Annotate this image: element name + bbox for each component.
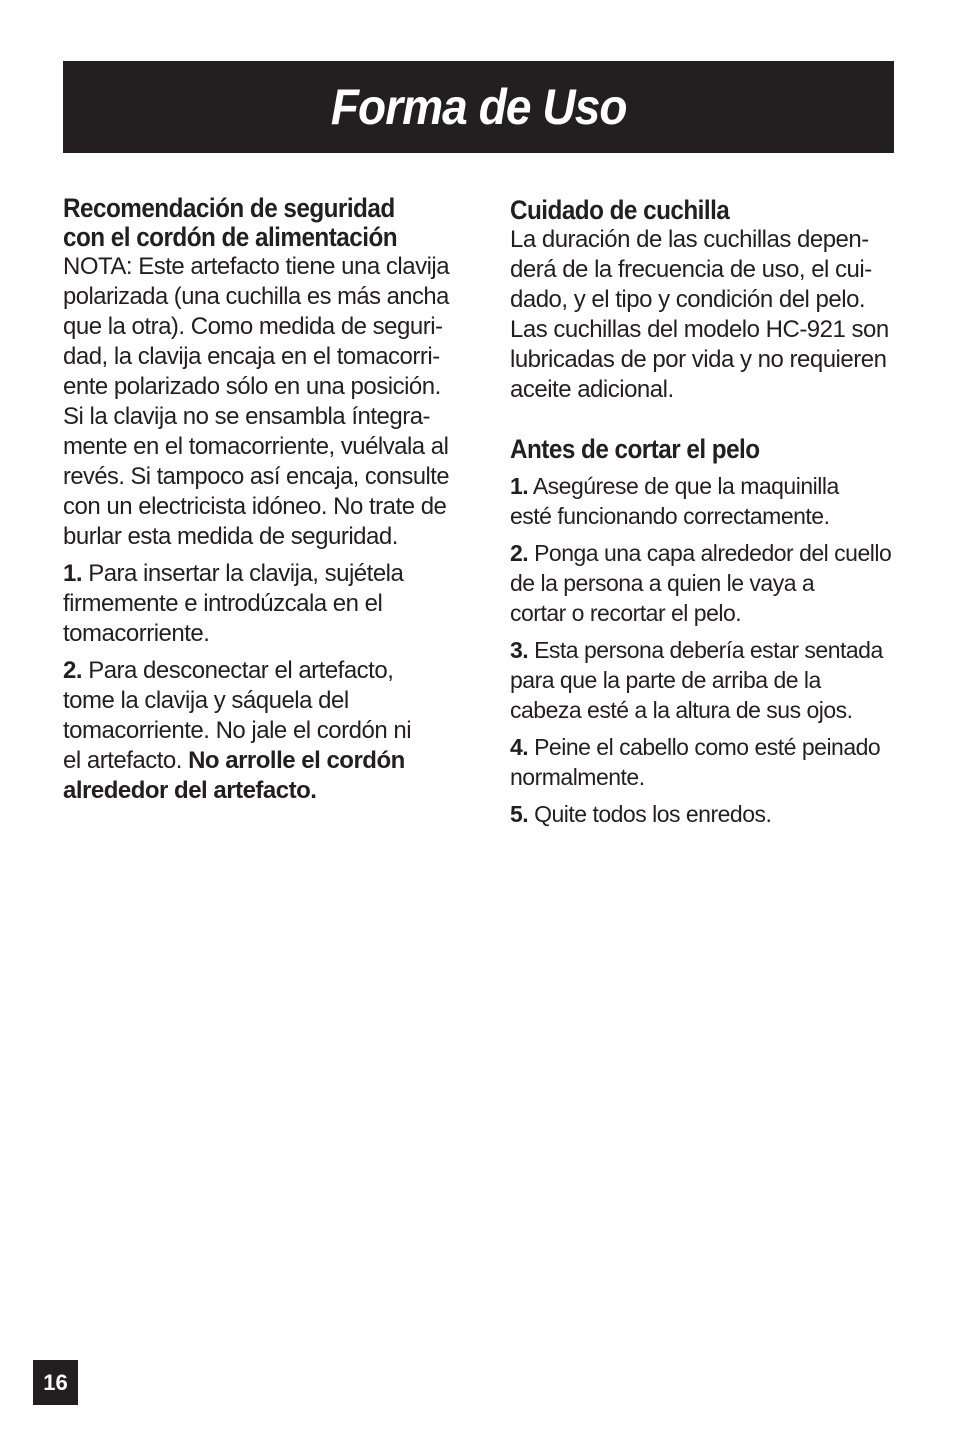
safety-heading bbox=[63, 194, 410, 252]
step-number: 5. bbox=[510, 801, 529, 827]
list-item bbox=[63, 559, 449, 649]
step-text: tomacorriente. bbox=[63, 620, 210, 647]
step-text: Asegúrese de que la maquinilla bbox=[532, 473, 839, 499]
step-number: 3. bbox=[510, 637, 529, 663]
blade-care-paragraph bbox=[510, 225, 900, 405]
step-text: Quite todos los enredos. bbox=[534, 801, 772, 827]
page-title: Forma de Uso bbox=[330, 79, 627, 135]
page-number-badge bbox=[33, 1360, 78, 1405]
paragraph-line: lubricadas de por vida y no requieren bbox=[510, 346, 887, 373]
list-item bbox=[510, 732, 900, 792]
step-text: Ponga una capa alrededor del cuello bbox=[534, 540, 892, 566]
paragraph-line: aceite adicional. bbox=[510, 376, 674, 403]
paragraph-line: revés. Si tampoco así encaja, consulte bbox=[63, 463, 450, 490]
step-text: Para insertar la clavija, sujétela bbox=[88, 560, 404, 587]
safety-steps-list bbox=[63, 559, 449, 806]
step-text: cortar o recortar el pelo. bbox=[510, 600, 742, 626]
step-text: cabeza esté a la altura de sus ojos. bbox=[510, 697, 853, 723]
paragraph-line: que la otra). Como medida de seguri- bbox=[63, 313, 443, 340]
paragraph-line: derá de la frecuencia de uso, el cui- bbox=[510, 256, 872, 283]
before-cutting-heading: Antes de cortar el pelo bbox=[510, 434, 760, 464]
blade-care-heading: Cuidado de cuchilla bbox=[510, 195, 730, 225]
paragraph-line: Las cuchillas del modelo HC-921 son bbox=[510, 316, 889, 343]
safety-heading-line: con el cordón de alimentación bbox=[63, 222, 398, 252]
paragraph-line: dado, y el tipo y condición del pelo. bbox=[510, 286, 866, 313]
step-text: Esta persona debería estar sentada bbox=[534, 637, 883, 663]
step-number: 4. bbox=[510, 734, 529, 760]
step-text: Para desconectar el artefacto, bbox=[88, 657, 394, 684]
step-number: 2. bbox=[63, 657, 83, 684]
before-cutting-list bbox=[510, 471, 900, 829]
paragraph-line: La duración de las cuchillas depen- bbox=[510, 226, 869, 253]
step-number: 1. bbox=[510, 473, 529, 499]
step-text: el artefacto. bbox=[63, 747, 182, 774]
paragraph-line: polarizada (una cuchilla es más ancha bbox=[63, 283, 449, 310]
paragraph-line: burlar esta medida de seguridad. bbox=[63, 523, 398, 550]
step-text: Peine el cabello como esté peinado bbox=[534, 734, 881, 760]
step-text: tome la clavija y sáquela del bbox=[63, 687, 349, 714]
step-text: para que la parte de arriba de la bbox=[510, 667, 821, 693]
paragraph-line: ente polarizado sólo en una posición. bbox=[63, 373, 441, 400]
step-text: firmemente e introdúzcala en el bbox=[63, 590, 383, 617]
title-bar bbox=[63, 61, 894, 153]
list-item bbox=[510, 538, 900, 628]
step-number: 2. bbox=[510, 540, 529, 566]
paragraph-line: mente en el tomacorriente, vuélvala al bbox=[63, 433, 449, 460]
step-text: esté funcionando correctamente. bbox=[510, 503, 830, 529]
step-number: 1. bbox=[63, 560, 83, 587]
step-warning-text: No arrolle el cordón bbox=[188, 747, 405, 774]
list-item bbox=[63, 656, 449, 806]
list-item bbox=[510, 635, 900, 725]
right-column bbox=[510, 196, 900, 829]
paragraph-line: Si la clavija no se ensambla íntegra- bbox=[63, 403, 431, 430]
list-item bbox=[510, 471, 900, 531]
step-text: de la persona a quien le vaya a bbox=[510, 570, 815, 596]
left-column bbox=[63, 194, 449, 806]
safety-paragraph bbox=[63, 252, 449, 552]
step-text: tomacorriente. No jale el cordón ni bbox=[63, 717, 412, 744]
list-item bbox=[510, 799, 900, 829]
step-warning-text: alrededor del artefacto. bbox=[63, 777, 317, 804]
paragraph-line: dad, la clavija encaja en el tomacorri- bbox=[63, 343, 440, 370]
paragraph-line: NOTA: Este artefacto tiene una clavija bbox=[63, 253, 450, 280]
page-number: 16 bbox=[43, 1369, 68, 1395]
safety-heading-line: Recomendación de seguridad bbox=[63, 193, 395, 223]
step-text: normalmente. bbox=[510, 764, 645, 790]
paragraph-line: con un electricista idóneo. No trate de bbox=[63, 493, 447, 520]
